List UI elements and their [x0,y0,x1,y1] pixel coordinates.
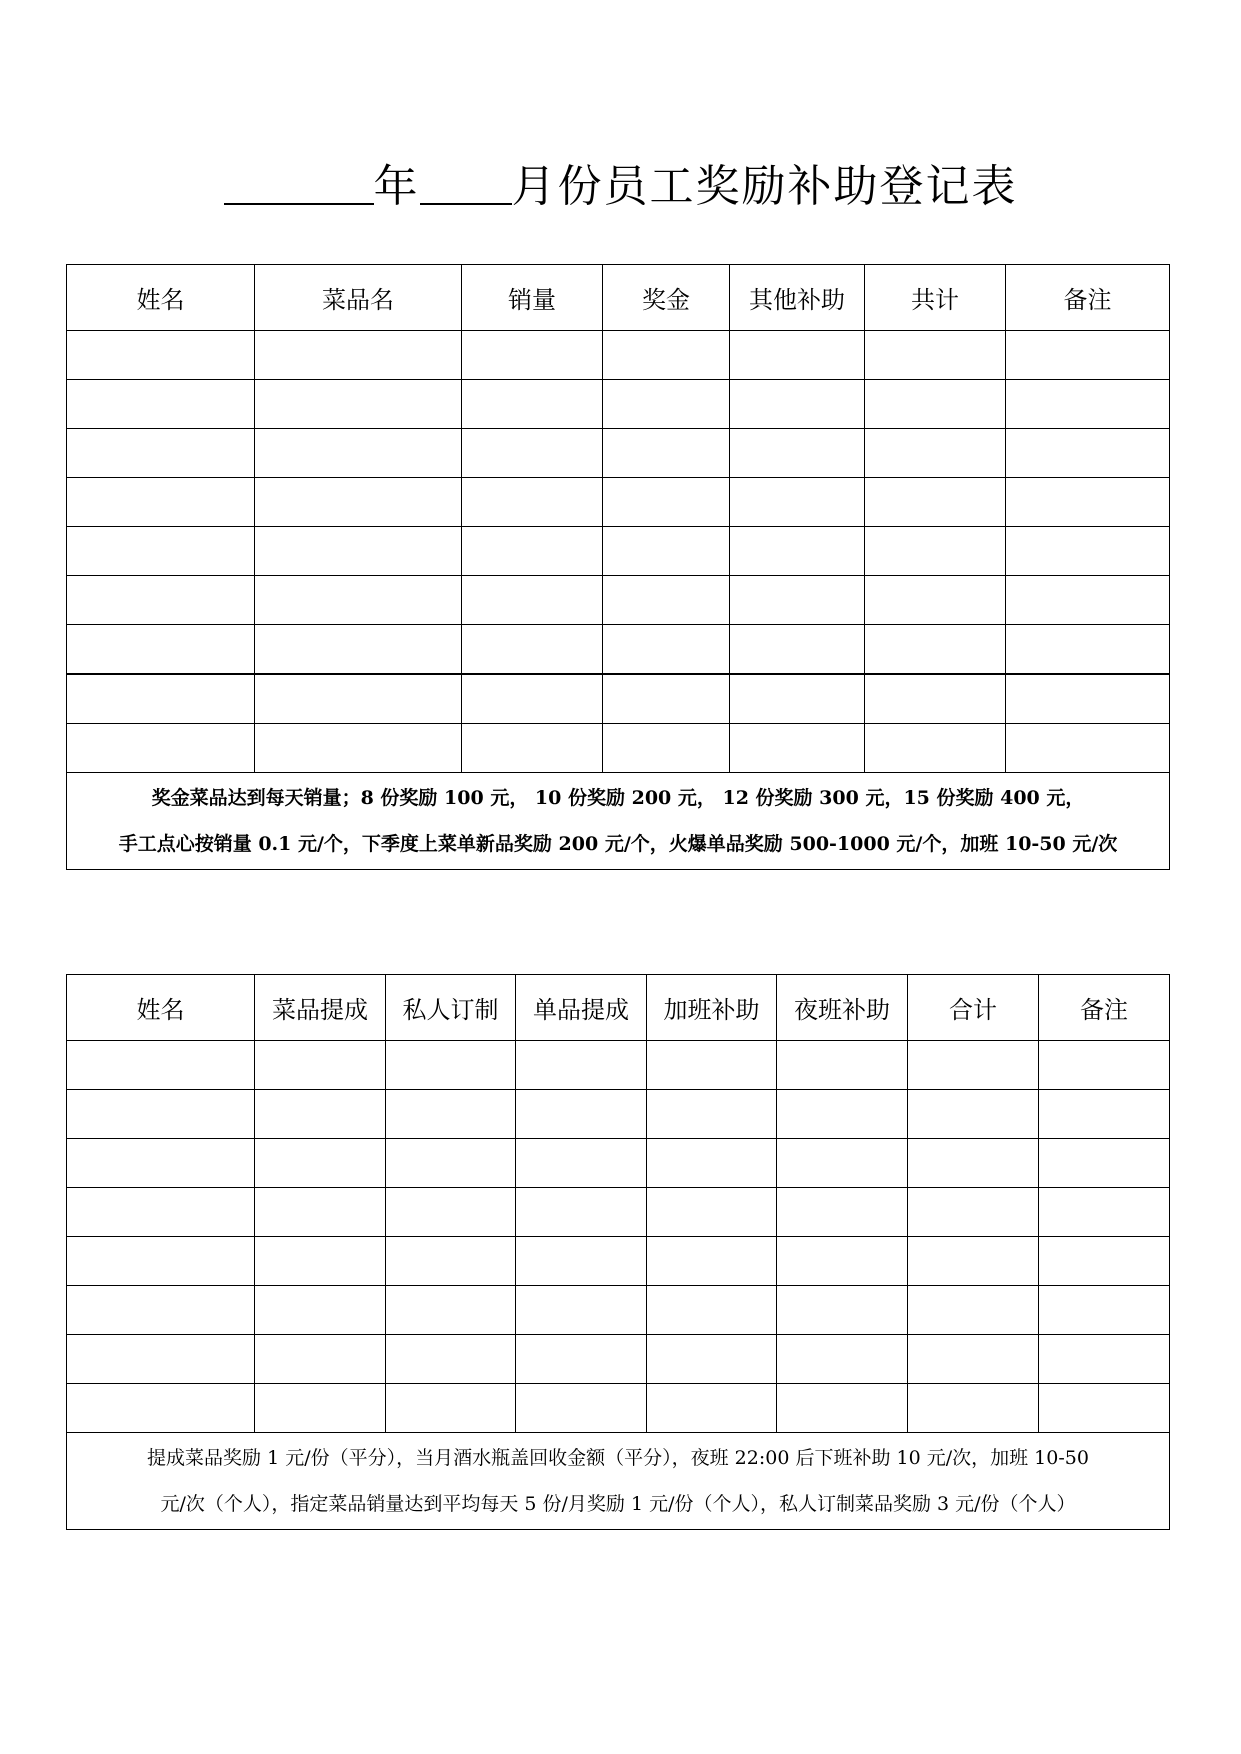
entry-cell[interactable] [67,1335,255,1384]
entry-cell[interactable] [908,1237,1039,1286]
entry-cell[interactable] [255,1237,386,1286]
header-cell: 共计 [865,265,1006,331]
entry-cell[interactable] [865,724,1006,773]
rules-note-row [67,773,1170,870]
table-row [67,380,1170,429]
entry-cell[interactable] [908,1041,1039,1090]
rules-note [67,1433,1170,1530]
entry-cell[interactable] [67,576,255,625]
entry-cell[interactable] [908,1090,1039,1139]
bonus-table [66,264,1170,870]
entry-cell[interactable] [730,380,865,429]
page-title [0,150,1241,214]
table-row [67,527,1170,576]
entry-cell[interactable] [1039,1139,1170,1188]
entry-cell[interactable] [730,331,865,380]
entry-cell[interactable] [462,674,603,724]
entry-cell[interactable] [1039,1041,1170,1090]
header-cell: 其他补助 [730,265,865,331]
entry-cell[interactable] [603,625,730,675]
entry-cell[interactable] [865,527,1006,576]
entry-cell[interactable] [386,1041,516,1090]
entry-cell[interactable] [67,331,255,380]
entry-cell[interactable] [603,429,730,478]
entry-cell[interactable] [386,1384,516,1433]
entry-cell[interactable] [462,331,603,380]
entry-cell[interactable] [865,576,1006,625]
entry-cell[interactable] [255,1286,386,1335]
entry-cell[interactable] [603,478,730,527]
entry-cell[interactable] [462,625,603,675]
header-cell: 加班补助 [647,975,777,1041]
table-row [67,1041,1170,1090]
header-cell: 夜班补助 [777,975,908,1041]
entry-cell[interactable] [647,1384,777,1433]
entry-cell[interactable] [1039,1188,1170,1237]
entry-cell[interactable] [777,1041,908,1090]
entry-cell[interactable] [777,1335,908,1384]
header-cell: 单品提成 [516,975,647,1041]
table-row [67,429,1170,478]
entry-cell[interactable] [67,674,255,724]
entry-cell[interactable] [67,380,255,429]
table-row [67,1139,1170,1188]
entry-cell[interactable] [516,1335,647,1384]
entry-cell[interactable] [865,625,1006,675]
header-cell: 销量 [462,265,603,331]
entry-cell[interactable] [730,724,865,773]
entry-cell[interactable] [462,724,603,773]
entry-cell[interactable] [730,527,865,576]
entry-cell[interactable] [1039,1090,1170,1139]
entry-cell[interactable] [730,674,865,724]
entry-cell[interactable] [67,1237,255,1286]
rules-note-row [67,1433,1170,1530]
entry-cell[interactable] [516,1090,647,1139]
entry-cell[interactable] [1006,625,1170,675]
entry-cell[interactable] [647,1139,777,1188]
entry-cell[interactable] [255,1041,386,1090]
entry-cell[interactable] [255,478,462,527]
table-header-row [67,975,1170,1041]
entry-cell[interactable] [1006,380,1170,429]
year-label: 年 [373,161,420,212]
entry-cell[interactable] [67,1139,255,1188]
header-cell: 菜品提成 [255,975,386,1041]
entry-cell[interactable] [386,1090,516,1139]
entry-cell[interactable] [67,1188,255,1237]
table-row [67,331,1170,380]
entry-cell[interactable] [730,625,865,675]
entry-cell[interactable] [462,380,603,429]
entry-cell[interactable] [67,527,255,576]
table-row [67,576,1170,625]
commission-table [66,974,1170,1530]
entry-cell[interactable] [647,1286,777,1335]
entry-cell[interactable] [386,1335,516,1384]
entry-cell[interactable] [386,1188,516,1237]
entry-cell[interactable] [67,1286,255,1335]
table-row [67,1335,1170,1384]
table-row [67,1384,1170,1433]
header-cell: 姓名 [67,975,255,1041]
entry-cell[interactable] [67,1041,255,1090]
entry-cell[interactable] [462,576,603,625]
entry-cell[interactable] [462,478,603,527]
rules-line: 奖金菜品达到每天销量；8 份奖励 100 元， 10 份奖励 200 元， 12 份奖励 300 元，15 份奖励 400 元， [151,787,1085,809]
rules-line: 元/次（个人），指定菜品销量达到平均每天 5 份/月奖励 1 元/份（个人），私人订制菜品奖励 3 元/份（个人） [160,1493,1076,1515]
entry-cell[interactable] [255,380,462,429]
entry-cell[interactable] [1006,674,1170,724]
entry-cell[interactable] [908,1286,1039,1335]
header-cell: 备注 [1039,975,1170,1041]
rules-note [67,773,1170,870]
entry-cell[interactable] [255,724,462,773]
entry-cell[interactable] [865,674,1006,724]
entry-cell[interactable] [647,1188,777,1237]
table-row [67,1286,1170,1335]
entry-cell[interactable] [603,576,730,625]
entry-cell[interactable] [1039,1384,1170,1433]
entry-cell[interactable] [516,1041,647,1090]
entry-cell[interactable] [255,1139,386,1188]
entry-cell[interactable] [865,331,1006,380]
entry-cell[interactable] [777,1090,908,1139]
entry-cell[interactable] [1006,527,1170,576]
entry-cell[interactable] [777,1384,908,1433]
entry-cell[interactable] [67,1090,255,1139]
entry-cell[interactable] [1039,1237,1170,1286]
entry-cell[interactable] [255,1384,386,1433]
entry-cell[interactable] [603,380,730,429]
table-row [67,625,1170,675]
entry-cell[interactable] [67,429,255,478]
entry-cell[interactable] [255,527,462,576]
header-cell: 菜品名 [255,265,462,331]
entry-cell[interactable] [1006,429,1170,478]
entry-cell[interactable] [730,478,865,527]
entry-cell[interactable] [67,625,255,675]
header-cell: 姓名 [67,265,255,331]
entry-cell[interactable] [462,429,603,478]
entry-cell[interactable] [1006,724,1170,773]
entry-cell[interactable] [647,1335,777,1384]
entry-cell[interactable] [908,1384,1039,1433]
month-blank[interactable] [420,159,512,205]
entry-cell[interactable] [908,1188,1039,1237]
entry-cell[interactable] [1006,478,1170,527]
entry-cell[interactable] [386,1286,516,1335]
entry-cell[interactable] [255,576,462,625]
entry-cell[interactable] [516,1139,647,1188]
entry-cell[interactable] [730,429,865,478]
table-header-row [67,265,1170,331]
entry-cell[interactable] [386,1139,516,1188]
entry-cell[interactable] [67,724,255,773]
entry-cell[interactable] [647,1041,777,1090]
entry-cell[interactable] [777,1237,908,1286]
entry-cell[interactable] [865,380,1006,429]
entry-cell[interactable] [908,1139,1039,1188]
header-cell: 备注 [1006,265,1170,331]
entry-cell[interactable] [255,1090,386,1139]
entry-cell[interactable] [1006,576,1170,625]
entry-cell[interactable] [1039,1335,1170,1384]
entry-cell[interactable] [255,1188,386,1237]
entry-cell[interactable] [255,331,462,380]
entry-cell[interactable] [603,674,730,724]
table-row [67,1237,1170,1286]
entry-cell[interactable] [516,1286,647,1335]
table-row [67,478,1170,527]
entry-cell[interactable] [603,331,730,380]
year-blank[interactable] [224,159,374,205]
table-row [67,1090,1170,1139]
entry-cell[interactable] [777,1188,908,1237]
entry-cell[interactable] [255,625,462,675]
table-row [67,674,1170,724]
entry-cell[interactable] [462,527,603,576]
entry-cell[interactable] [647,1090,777,1139]
entry-cell[interactable] [1006,331,1170,380]
entry-cell[interactable] [865,429,1006,478]
entry-cell[interactable] [647,1237,777,1286]
entry-cell[interactable] [516,1237,647,1286]
rules-line: 提成菜品奖励 1 元/份（平分），当月酒水瓶盖回收金额（平分），夜班 22:00 后下班补助 10 元/次，加班 10-50 [147,1447,1089,1469]
entry-cell[interactable] [255,1335,386,1384]
entry-cell[interactable] [67,1384,255,1433]
entry-cell[interactable] [1039,1286,1170,1335]
entry-cell[interactable] [67,478,255,527]
entry-cell[interactable] [777,1286,908,1335]
entry-cell[interactable] [865,478,1006,527]
entry-cell[interactable] [516,1384,647,1433]
entry-cell[interactable] [255,429,462,478]
header-cell: 奖金 [603,265,730,331]
entry-cell[interactable] [908,1335,1039,1384]
entry-cell[interactable] [255,674,462,724]
header-cell: 私人订制 [386,975,516,1041]
entry-cell[interactable] [603,527,730,576]
entry-cell[interactable] [516,1188,647,1237]
entry-cell[interactable] [777,1139,908,1188]
entry-cell[interactable] [386,1237,516,1286]
entry-cell[interactable] [730,576,865,625]
header-cell: 合计 [908,975,1039,1041]
title-text: 月份员工奖励补助登记表 [511,161,1018,212]
entry-cell[interactable] [603,724,730,773]
table-row [67,1188,1170,1237]
table-row [67,724,1170,773]
rules-line: 手工点心按销量 0.1 元/个，下季度上菜单新品奖励 200 元/个，火爆单品奖励 500-1000 元/个，加班 10-50 元/次 [118,833,1118,855]
